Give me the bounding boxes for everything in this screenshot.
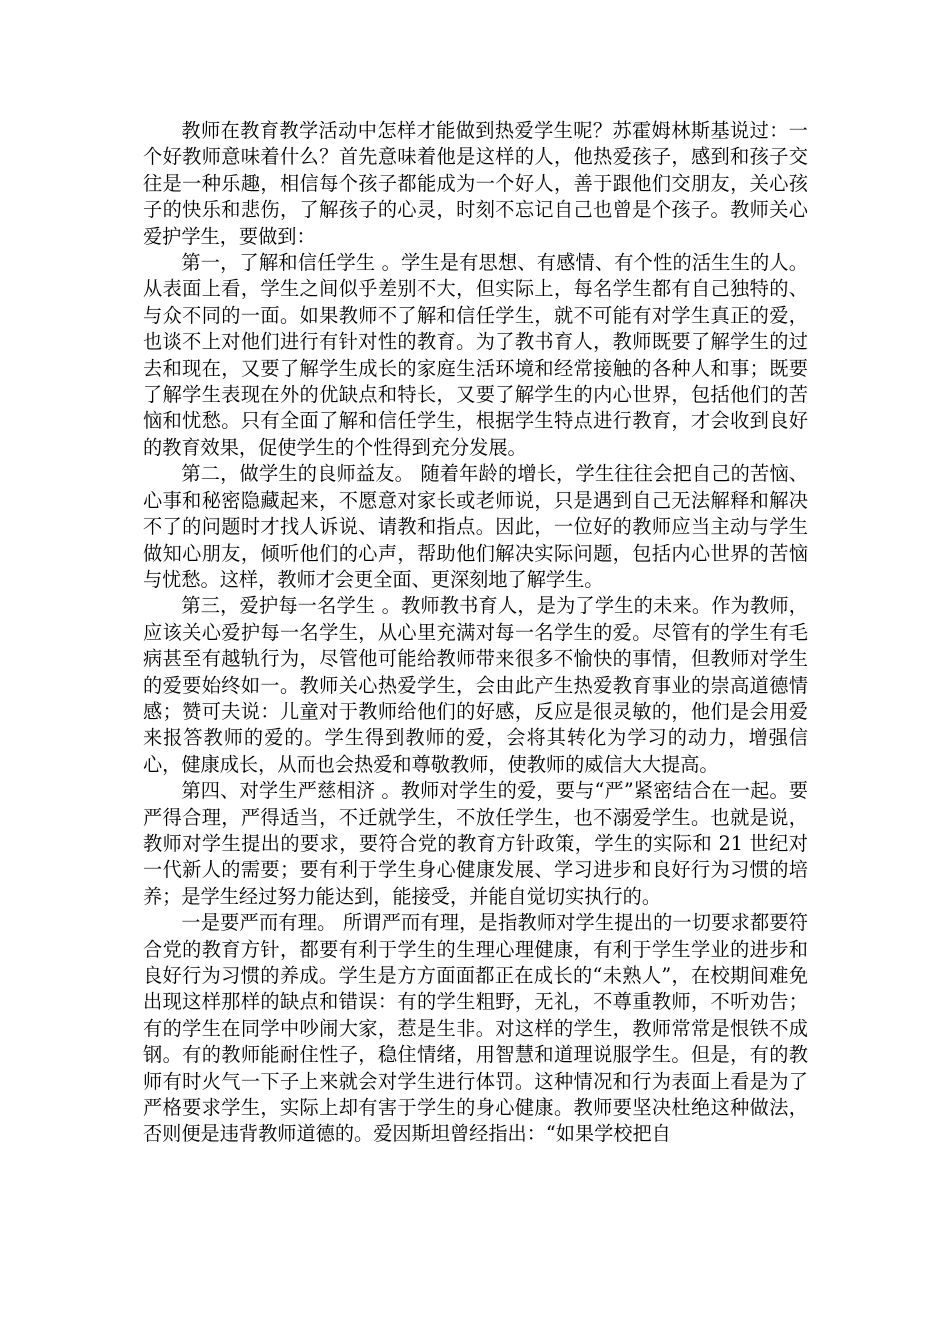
paragraph-point-two: 第二，做学生的良师益友。 随着年龄的增长，学生往往会把自己的苦恼、心事和秘密隐藏起来，不愿意对家长或老师说，只是遇到自己无法解释和解决不了的问题时才找人诉说、请教和指点。因此，一位好的教师应当主动与学生做知心朋友，倾听他们的心声，帮助他们解决实际问题，包括内心世界的苦恼与忧愁。这样，教师才会更全面、更深刻地了解学生。 (143, 462, 808, 591)
document-page (143, 118, 808, 1148)
paragraph-point-four: 第四、对学生严慈相济 。教师对学生的爱，要与“严”紧密结合在一起。要严得合理，严得适当，不迁就学生，不放任学生，也不溺爱学生。也就是说，教师对学生提出的要求，要符合党的教育方针政策，学生的实际和 21 世纪对一代新人的需要；要有利于学生身心健康发展、学习进步和良好行为习惯的培养；是学生经过努力能达到，能接受，并能自觉切实执行的。 (143, 779, 808, 908)
paragraph-point-three: 第三，爱护每一名学生 。教师教书育人，是为了学生的未来。作为教师，应该关心爱护每一名学生，从心里充满对每一名学生的爱。尽管有的学生有毛病甚至有越轨行为，尽管他可能给教师带来很多不愉快的事情，但教师对学生的爱要始终如一。教师关心热爱学生，会由此产生热爱教育事业的崇高道德情感；赞可夫说：儿童对于教师给他们的好感，反应是很灵敏的，他们是会用爱来报答教师的爱的。学生得到教师的爱，会将其转化为学习的动力，增强信心，健康成长，从而也会热爱和尊敬教师，使教师的威信大大提高。 (143, 594, 808, 776)
paragraph-intro: 教师在教育教学活动中怎样才能做到热爱学生呢？苏霍姆林斯基说过：一个好教师意味着什么？首先意味着他是这样的人，他热爱孩子，感到和孩子交往是一种乐趣，相信每个孩子都能成为一个好人，善于跟他们交朋友，关心孩子的快乐和悲伤，了解孩子的心灵，时刻不忘记自己也曾是个孩子。教师关心爱护学生，要做到： (143, 119, 808, 248)
paragraph-point-one: 第一，了解和信任学生 。学生是有思想、有感情、有个性的活生生的人。从表面上看，学生之间似乎差别不大，但实际上，每名学生都有自己独特的、与众不同的一面。如果教师不了解和信任学生，就不可能有对学生真正的爱，也谈不上对他们进行有针对性的教育。为了教书育人，教师既要了解学生的过去和现在，又要了解学生成长的家庭生活环境和经常接触的各种人和事；既要了解学生表现在外的优缺点和特长，又要了解学生的内心世界，包括他们的苦恼和忧愁。只有全面了解和信任学生，根据学生特点进行教育，才会收到良好的教育效果，促使学生的个性得到充分发展。 (143, 251, 808, 459)
paragraph-sub-point-one: 一是要严而有理。 所谓严而有理，是指教师对学生提出的一切要求都要符合党的教育方针，都要有利于学生的生理心理健康，有利于学生学业的进步和良好行为习惯的养成。学生是方方面面都正在成长的“未熟人”，在校期间难免出现这样那样的缺点和错误：有的学生粗野，无礼，不尊重教师，不听劝告；有的学生在同学中吵闹大家，惹是生非。对这样的学生，教师常常是恨铁不成钢。有的教师能耐住性子，稳住情绪，用智慧和道理说服学生。但是，有的教师有时火气一下子上来就会对学生进行体罚。这种情况和行为表面上看是为了严格要求学生，实际上却有害于学生的身心健康。教师要坚决杜绝这种做法，否则便是违背教师道德的。爱因斯坦曾经指出：“如果学校把自 (143, 911, 808, 1146)
